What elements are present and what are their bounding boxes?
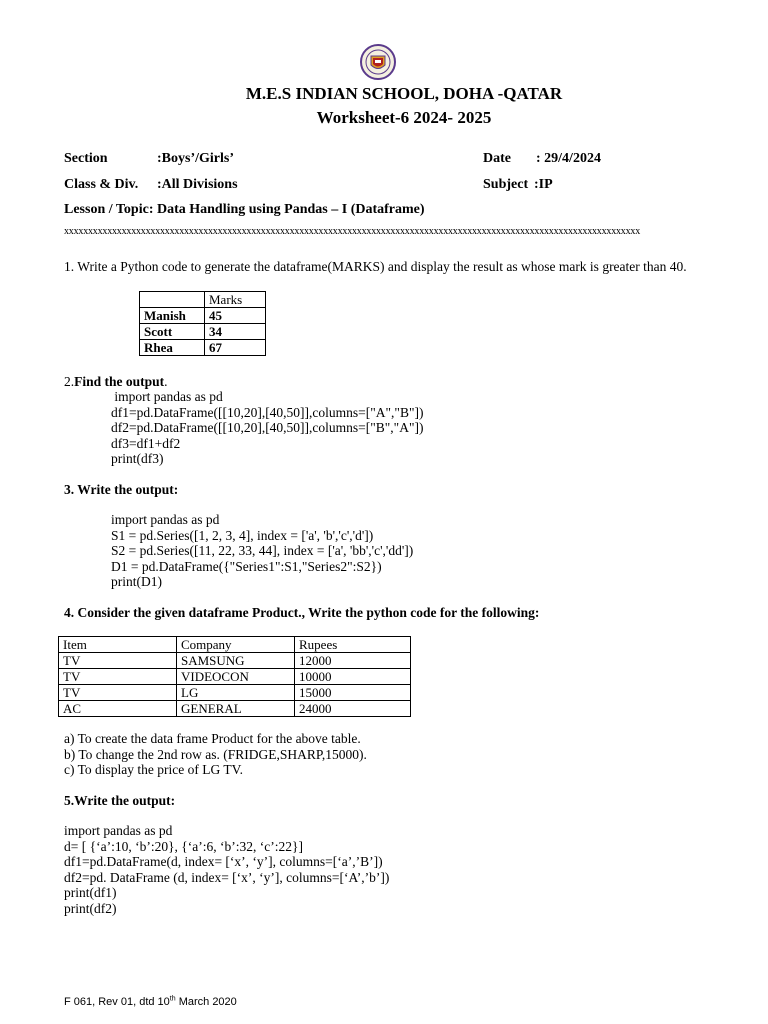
question-1: 1. Write a Python code to generate the dataframe(MARKS) and display the result as whose mark is greater than 40.	[64, 259, 687, 274]
question-4: 4. Consider the given dataframe Product., Write the python code for the following:	[64, 605, 540, 620]
question-2-number: 2.	[64, 374, 75, 389]
part-item: b) To change the 2nd row as. (FRIDGE,SHARP,15000).	[64, 746, 367, 762]
table-cell: TV	[59, 653, 177, 669]
code-line: print(df1)	[64, 885, 117, 900]
table-cell: LG	[177, 685, 295, 701]
code-line: S1 = pd.Series([1, 2, 3, 4], index = ['a', 'b','c','d'])	[111, 527, 374, 543]
subject-label: Subject	[483, 177, 529, 192]
table-cell: 12000	[295, 653, 411, 669]
table-cell: 34	[205, 324, 266, 340]
table-row	[59, 701, 411, 717]
part-item: c) To display the price of LG TV.	[64, 762, 244, 777]
class-value: :All Divisions	[157, 177, 238, 192]
class-label: Class & Div.	[64, 177, 139, 192]
subject-value: :IP	[534, 177, 553, 192]
table-row	[140, 308, 266, 324]
code-line: df1=pd.DataFrame([[10,20],[40,50]],columns=["A","B"])	[111, 404, 424, 420]
table-cell: Scott	[140, 324, 205, 340]
code-line: print(df2)	[64, 900, 117, 916]
question-2-title: Find the output	[74, 374, 165, 389]
table-cell: TV	[59, 669, 177, 685]
code-line: df2=pd. DataFrame (d, index= [‘x’, ‘y’], columns=[‘A’,’b’])	[64, 869, 390, 885]
date-value: : 29/4/2024	[536, 151, 601, 166]
worksheet-title: Worksheet-6 2024- 2025	[316, 108, 492, 127]
table-cell: 67	[205, 340, 266, 356]
table-cell: GENERAL	[177, 701, 295, 717]
table-cell: 15000	[295, 685, 411, 701]
table-row	[140, 292, 266, 308]
code-line: df2=pd.DataFrame([[10,20],[40,50]],columns=["B","A"])	[111, 420, 424, 435]
question-3: 3. Write the output:	[64, 482, 179, 497]
table-row	[59, 669, 411, 685]
code-line: d= [ {‘a’:10, ‘b’:20}, {‘a’:6, ‘b’:32, ‘c’:22}]	[64, 838, 303, 854]
question-2-code	[111, 389, 423, 467]
footer-rest: March 2020	[175, 996, 237, 1008]
table-cell: TV	[59, 685, 177, 701]
footer-revision	[64, 996, 237, 1008]
code-line: S2 = pd.Series([11, 22, 33, 44], index = ['a', 'bb','c','dd'])	[111, 543, 414, 558]
question-5: 5.Write the output:	[64, 793, 176, 808]
table-cell: 45	[205, 308, 266, 324]
table-row	[59, 637, 411, 653]
table-row	[59, 685, 411, 701]
table-cell: VIDEOCON	[177, 669, 295, 685]
table-row	[140, 340, 266, 356]
code-line: import pandas as pd	[64, 823, 173, 838]
date-label: Date	[483, 151, 511, 166]
table-cell: Company	[177, 637, 295, 653]
code-line: df3=df1+df2	[111, 435, 181, 451]
footer-text: F 061, Rev 01, dtd 10	[64, 996, 170, 1008]
table-cell: SAMSUNG	[177, 653, 295, 669]
code-line: import pandas as pd	[111, 389, 223, 404]
code-line: print(df3)	[111, 451, 164, 466]
school-logo	[353, 44, 403, 80]
code-line: print(D1)	[111, 574, 162, 589]
code-line: df1=pd.DataFrame(d, index= [‘x’, ‘y’], columns=[‘a’,’B’])	[64, 854, 383, 869]
question-2	[64, 374, 168, 390]
table-cell: Item	[59, 637, 177, 653]
code-line: import pandas as pd	[111, 512, 220, 527]
question-3-code	[111, 512, 413, 590]
question-2-dot: .	[164, 374, 168, 389]
lesson-topic: Lesson / Topic: Data Handling using Pandas – I (Dataframe)	[64, 202, 425, 217]
table-cell	[140, 292, 205, 308]
table-cell: Manish	[140, 308, 205, 324]
code-line: D1 = pd.DataFrame({"Series1":S1,"Series2":S2})	[111, 558, 382, 574]
table-cell: Marks	[205, 292, 266, 308]
marks-table	[139, 291, 266, 356]
table-row	[59, 653, 411, 669]
table-row	[140, 324, 266, 340]
separator-line: xxxxxxxxxxxxxxxxxxxxxxxxxxxxxxxxxxxxxxxxxxxxxxxxxxxxxxxxxxxxxxxxxxxxxxxxxxxxxxxxxxxxxxxxxxxxxxxxxxxxxxxxxxxxxxxxxxxxxxxx	[64, 226, 641, 237]
question-4-parts	[64, 731, 367, 778]
section-label: Section	[64, 151, 108, 166]
question-5-code	[64, 823, 389, 916]
school-name: M.E.S INDIAN SCHOOL, DOHA -QATAR	[245, 84, 563, 103]
section-value: :Boys’/Girls’	[157, 151, 234, 166]
table-cell: AC	[59, 701, 177, 717]
table-cell: 24000	[295, 701, 411, 717]
table-cell: 10000	[295, 669, 411, 685]
table-cell: Rupees	[295, 637, 411, 653]
footer-sup: th	[169, 995, 176, 1003]
part-item: a) To create the data frame Product for the above table.	[64, 731, 361, 746]
product-table	[58, 636, 411, 717]
table-cell: Rhea	[140, 340, 205, 356]
